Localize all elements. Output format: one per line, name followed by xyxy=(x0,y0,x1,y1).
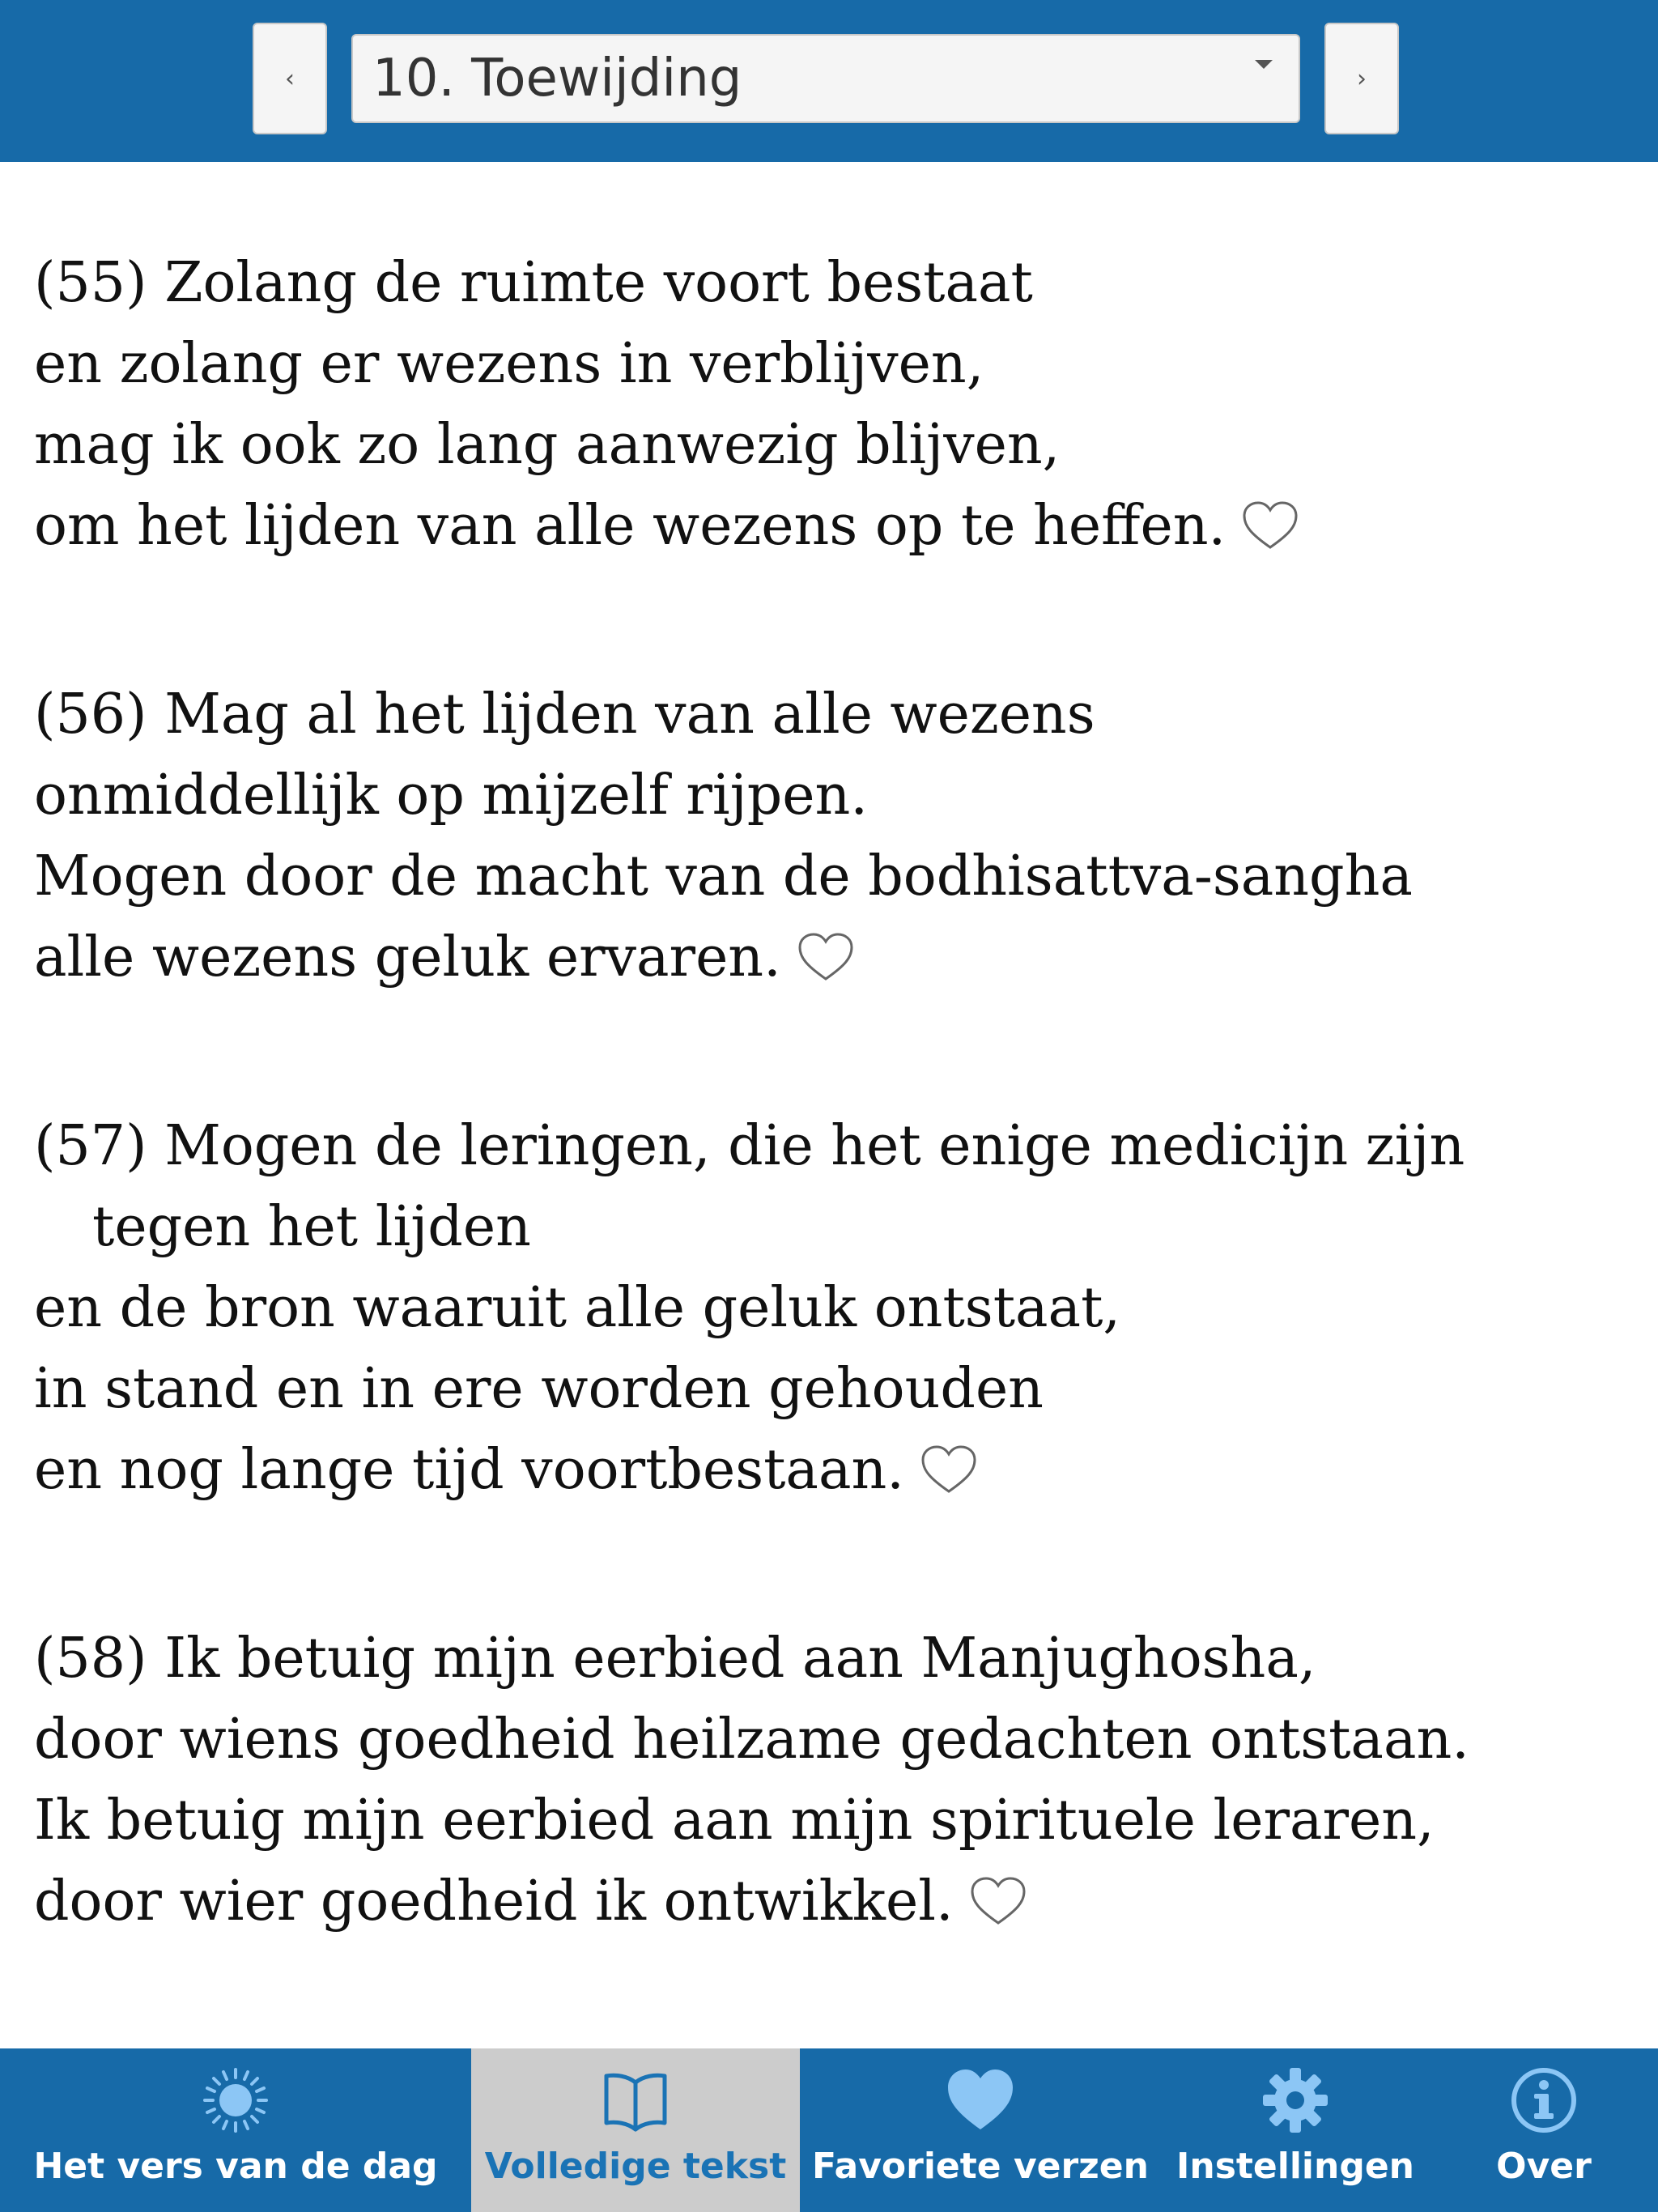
caret-down-icon xyxy=(1255,60,1273,69)
tab-favorite-verses[interactable] xyxy=(800,2048,1161,2212)
verse-line: en zolang er wezens in verblijven, xyxy=(34,332,984,396)
verse-line-text: alle wezens geluk ervaren. xyxy=(34,925,781,989)
tab-settings[interactable] xyxy=(1161,2048,1430,2212)
tab-label: Favoriete verzen xyxy=(812,2146,1149,2187)
favorite-heart-icon[interactable] xyxy=(968,1874,1028,1928)
chapter-select[interactable] xyxy=(351,34,1300,123)
verse-line: (55) Zolang de ruimte voort bestaat xyxy=(34,251,1033,315)
verse xyxy=(34,243,1637,567)
verse-line: (56) Mag al het lijden van alle wezens xyxy=(34,683,1095,747)
verse-line-text: door wier goedheid ik ontwikkel. xyxy=(34,1870,954,1933)
verse-line: en de bron waaruit alle geluk ontstaat, xyxy=(34,1276,1121,1340)
verse-line: (58) Ik betuig mijn eerbied aan Manjughosha, xyxy=(34,1627,1316,1691)
top-bar xyxy=(0,0,1658,162)
verse xyxy=(34,674,1637,998)
verse-line: Mogen door de macht van de bodhisattva-sangha xyxy=(34,844,1413,908)
book-icon xyxy=(602,2066,670,2134)
tab-label: Instellingen xyxy=(1176,2146,1414,2187)
tab-label: Over xyxy=(1496,2146,1592,2187)
favorite-heart-icon[interactable] xyxy=(1240,499,1300,552)
verse-line-continuation: tegen het lijden xyxy=(92,1195,531,1259)
info-icon xyxy=(1510,2066,1578,2134)
verse-line-text: en nog lange tijd voortbestaan. xyxy=(34,1438,904,1502)
chevron-right-icon: › xyxy=(1357,64,1367,93)
verse-line: onmiddellijk op mijzelf rijpen. xyxy=(34,764,868,827)
verse-line: mag ik ook zo lang aanwezig blijven, xyxy=(34,413,1061,477)
sun-icon xyxy=(202,2066,270,2134)
previous-chapter-button[interactable] xyxy=(253,23,327,134)
verse-line-last xyxy=(34,486,1637,567)
gear-icon xyxy=(1261,2066,1329,2134)
verse xyxy=(34,1619,1637,1942)
verse-line: Ik betuig mijn eerbied aan mijn spirituele leraren, xyxy=(34,1789,1435,1853)
heart-icon xyxy=(946,2066,1014,2134)
chapter-select-value: 10. Toewijding xyxy=(372,49,742,108)
tab-full-text[interactable] xyxy=(471,2048,800,2212)
tab-label: Het vers van de dag xyxy=(33,2146,438,2187)
verse-line-last xyxy=(34,1430,1637,1511)
tab-about[interactable] xyxy=(1430,2048,1658,2212)
favorite-heart-icon[interactable] xyxy=(796,930,856,984)
verse-list xyxy=(34,243,1637,2050)
tab-verse-of-the-day[interactable] xyxy=(0,2048,471,2212)
favorite-heart-icon[interactable] xyxy=(919,1443,979,1496)
tab-label: Volledige tekst xyxy=(484,2146,787,2187)
next-chapter-button[interactable] xyxy=(1324,23,1399,134)
verse-line: (57) Mogen de leringen, die het enige medicijn zijn xyxy=(34,1114,1465,1178)
verse xyxy=(34,1106,1637,1511)
verse-line-last xyxy=(34,917,1637,998)
verse-line-text: om het lijden van alle wezens op te heffen. xyxy=(34,494,1226,558)
verse-line: in stand en in ere worden gehouden xyxy=(34,1357,1044,1421)
chevron-left-icon: ‹ xyxy=(285,64,295,93)
bottom-tab-bar xyxy=(0,2048,1658,2212)
verse-line: door wiens goedheid heilzame gedachten ontstaan. xyxy=(34,1708,1469,1772)
verse-line-last xyxy=(34,1861,1637,1942)
